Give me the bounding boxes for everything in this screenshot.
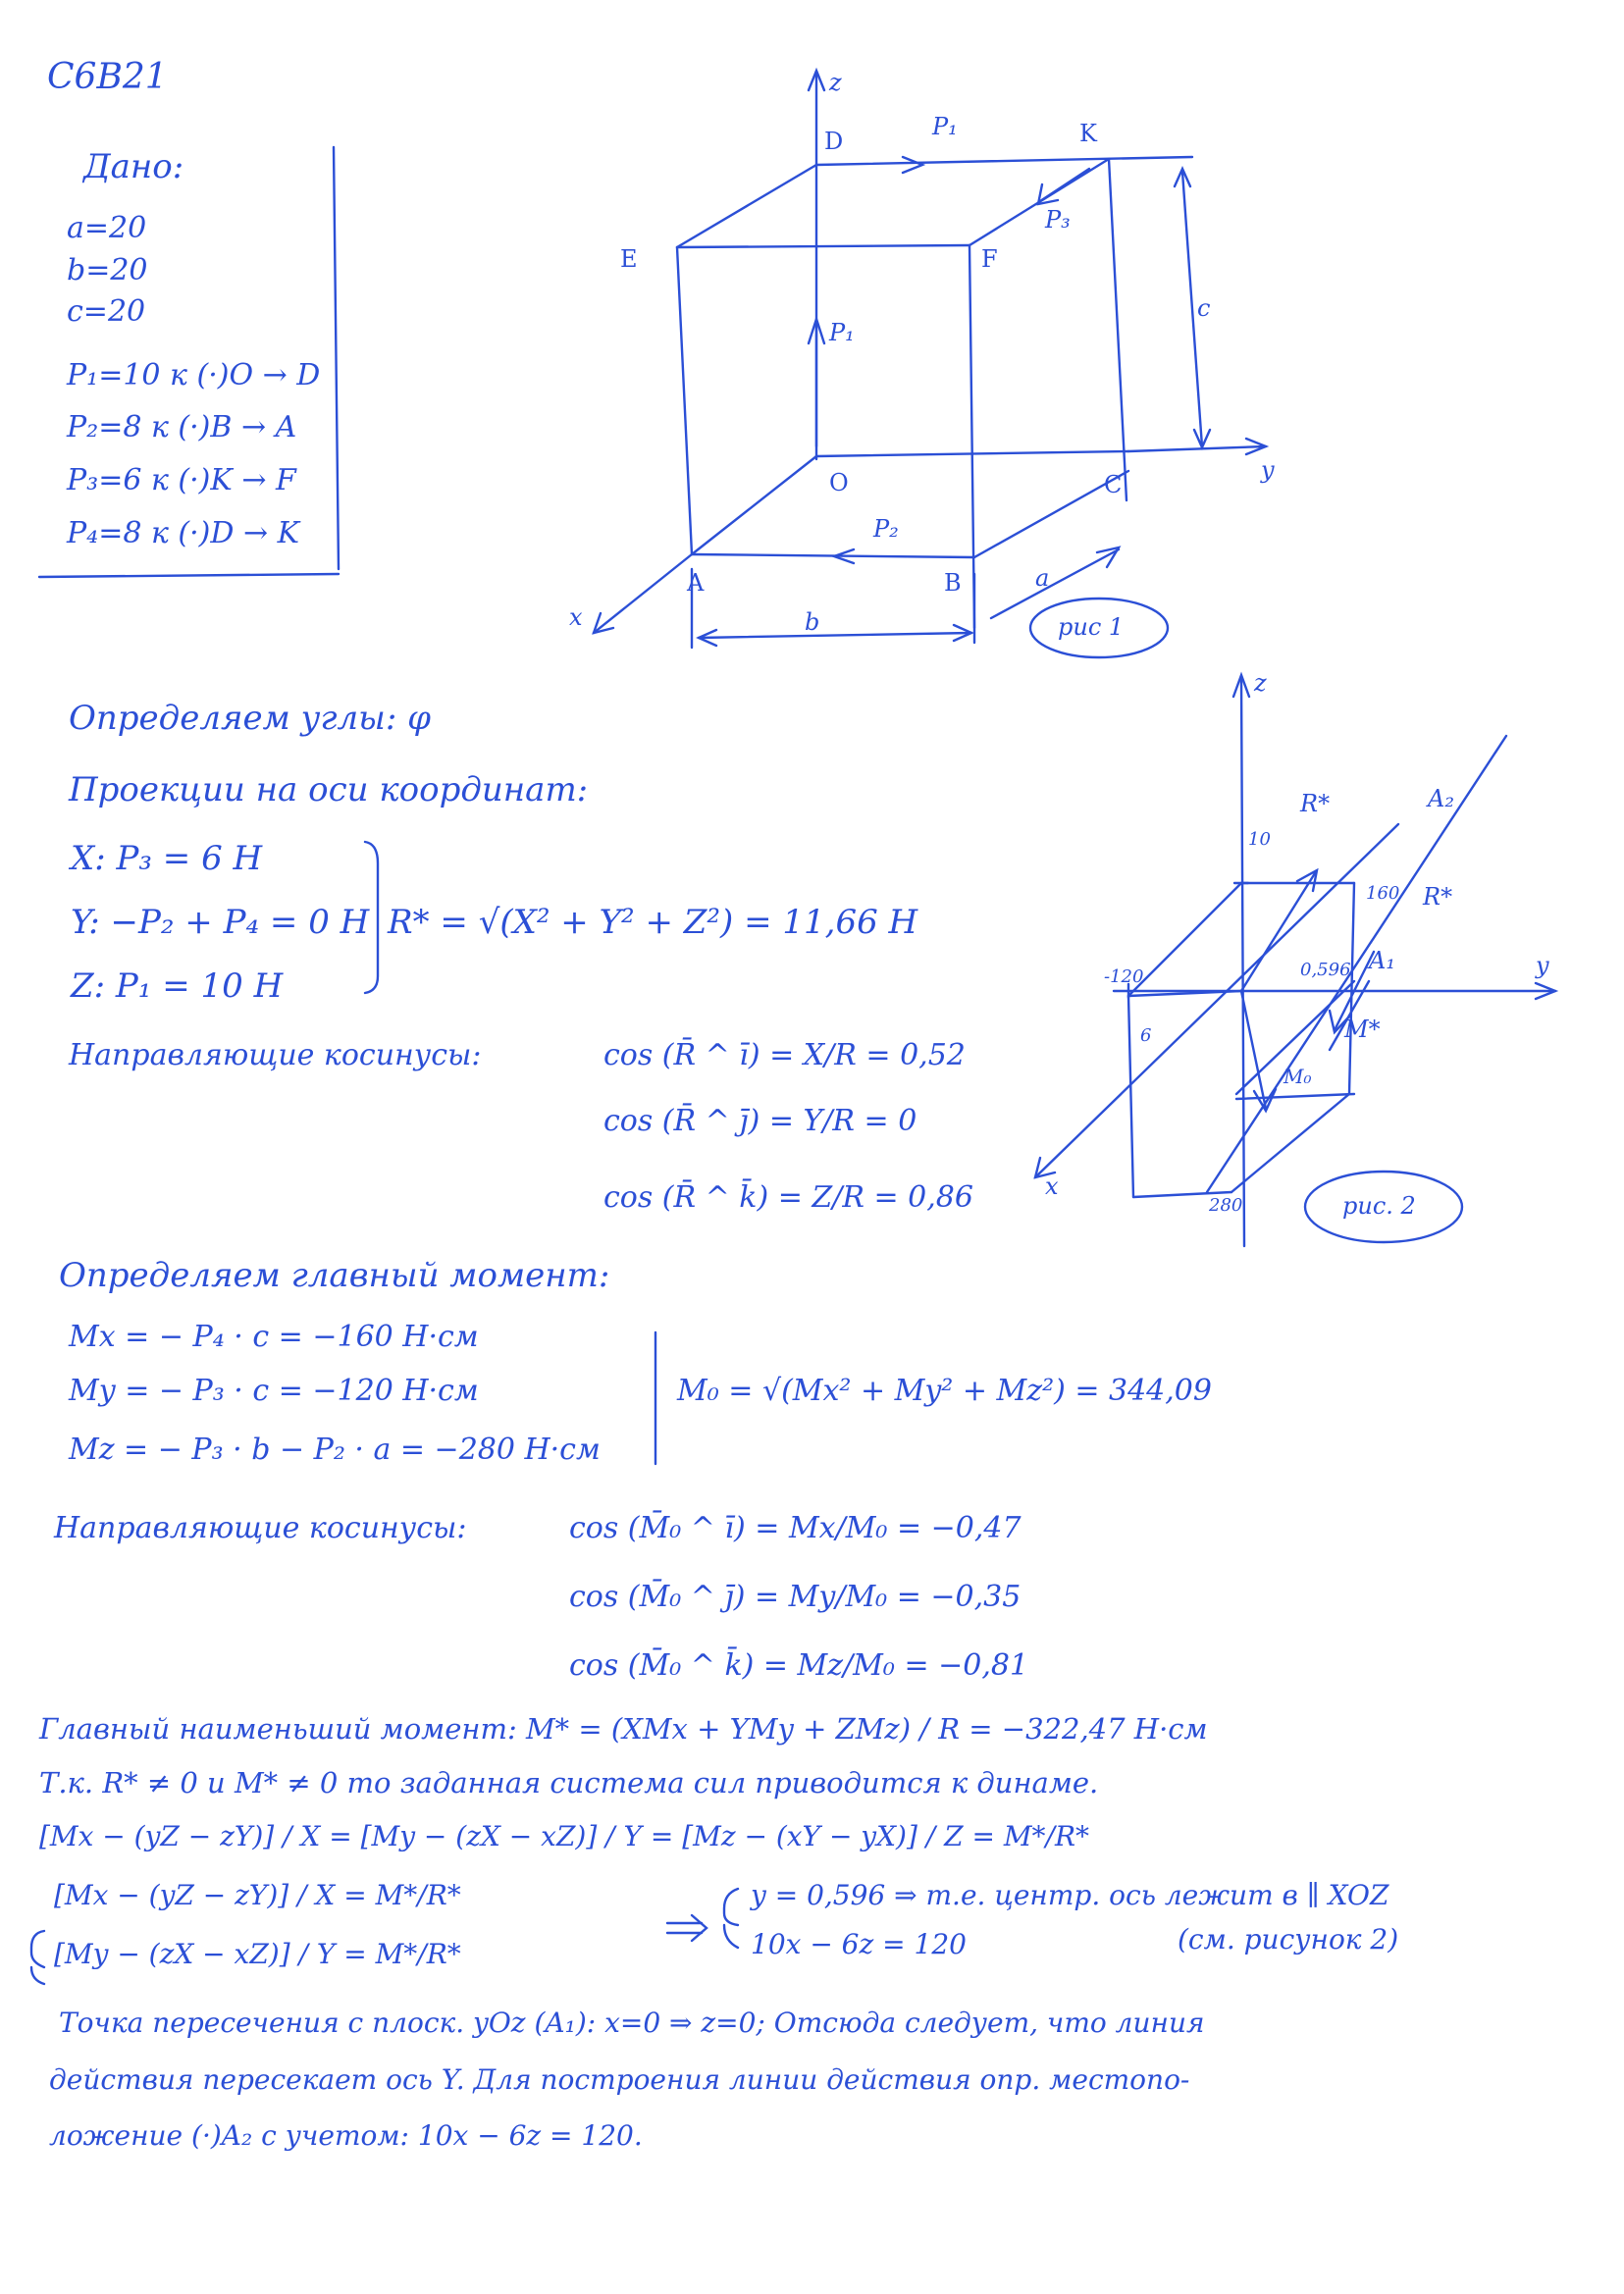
fig2-label-6: 6	[1140, 1025, 1152, 1046]
fig2-label-n120: -120	[1104, 966, 1144, 987]
cos-m-i: cos (M̄₀ ^ ī) = Mx/M₀ = −0,47	[569, 1511, 1022, 1545]
proj-y: Y: −P₂ + P₄ = 0 H	[71, 903, 370, 942]
fig1-label-a: a	[1035, 564, 1050, 592]
fig1-label-x: x	[569, 603, 583, 631]
system-eq-2: [My − (zX − xZ)] / Y = M*/R*	[54, 1938, 461, 1970]
fig1-label-B: B	[944, 569, 962, 597]
projections-title: Проекции на оси координат:	[69, 770, 589, 809]
fig2-label-10: 10	[1248, 829, 1271, 850]
fig1-label-C: C	[1104, 471, 1123, 498]
given-line: P₄=8 к (·)D → K	[67, 516, 300, 550]
final-line-2: действия пересекает ось Y. Для построения линии действия опр. местопо-	[49, 2063, 1190, 2096]
fig1-label-E: E	[620, 245, 638, 273]
cos-j: cos (R̄ ^ j̄) = Y/R = 0	[603, 1104, 917, 1138]
fig1-label-D: D	[824, 128, 844, 155]
final-line-3: ложение (·)A₂ с учетом: 10x − 6z = 120.	[49, 2119, 643, 2152]
moment-y: My = − P₃ · c = −120 H·см	[69, 1374, 479, 1408]
dir-cos-label: Направляющие косинусы:	[69, 1038, 482, 1072]
fig1-caption: рис 1	[1058, 613, 1125, 641]
r-formula: R* = √(X² + Y² + Z²) = 11,66 H	[388, 903, 918, 942]
fig1-label-z: z	[829, 69, 842, 96]
fig1-label-F: F	[981, 245, 998, 273]
angles-title: Определяем углы: φ	[69, 699, 431, 738]
system-brace	[31, 1931, 44, 1984]
variant-label: C6B21	[47, 57, 168, 97]
result-2: 10x − 6z = 120	[751, 1928, 967, 1960]
system-eq-1: [Mx − (yZ − zY)] / X = M*/R*	[54, 1879, 461, 1911]
fig2-label-A2: A₂	[1428, 785, 1454, 812]
result-brace	[724, 1889, 738, 1948]
proj-z: Z: P₁ = 10 H	[71, 966, 284, 1006]
given-underline	[39, 574, 339, 577]
cos-k: cos (R̄ ^ k̄) = Z/R = 0,86	[603, 1180, 973, 1215]
fig2-label-160: 160	[1366, 883, 1400, 904]
fig2-label-y: y	[1536, 952, 1549, 979]
min-moment: Главный наименьший момент: M* = (XMx + YMy + ZMz) / R = −322,47 H·см	[39, 1712, 1208, 1746]
proj-x: X: P₃ = 6 H	[71, 839, 263, 878]
fig1-label-O: O	[829, 469, 849, 496]
fig1-label-P1top: P₁	[932, 113, 958, 140]
fig1-label-b: b	[805, 608, 820, 636]
fig2-label-M0: M₀	[1283, 1065, 1312, 1088]
fig1-label-P1: P₁	[829, 319, 855, 346]
fig2-label-A1: A₁	[1369, 947, 1395, 974]
fig2-label-x: x	[1045, 1173, 1059, 1200]
cos-m-k: cos (M̄₀ ^ k̄) = Mz/M₀ = −0,81	[569, 1648, 1029, 1683]
fig2-label-280: 280	[1209, 1195, 1243, 1216]
moment-x: Mx = − P₄ · c = −160 H·см	[69, 1320, 479, 1354]
moment-title: Определяем главный момент:	[59, 1256, 610, 1295]
dir-cos2-label: Направляющие косинусы:	[54, 1511, 467, 1545]
m0-formula: M₀ = √(Mx² + My² + Mz²) = 344,09	[677, 1374, 1212, 1408]
fig1-label-y: y	[1261, 456, 1275, 484]
given-line: a=20	[67, 211, 147, 245]
cos-m-j: cos (M̄₀ ^ j̄) = My/M₀ = −0,35	[569, 1580, 1022, 1614]
fig2-label-z: z	[1254, 669, 1267, 697]
fig2-label-M: M*	[1344, 1016, 1381, 1043]
fig1-label-c: c	[1197, 294, 1211, 322]
fig2-label-0596: 0,596	[1300, 960, 1351, 980]
dynamo-text: Т.к. R* ≠ 0 и M* ≠ 0 то заданная система сил приводится к динаме.	[39, 1766, 1099, 1799]
result-1: y = 0,596 ⇒ т.е. центр. ось лежит в ∥ XOZ	[751, 1879, 1389, 1911]
fig2-caption: рис. 2	[1342, 1192, 1416, 1220]
given-title: Дано:	[83, 147, 184, 186]
see-figure: (см. рисунок 2)	[1178, 1923, 1399, 1955]
fig1-label-K: K	[1079, 120, 1097, 147]
fig1-label-P3: P₃	[1045, 206, 1071, 234]
fig1-label-P2: P₂	[873, 515, 899, 543]
given-line: P₃=6 к (·)K → F	[67, 463, 296, 497]
final-line-1: Точка пересечения с плоск. yOz (A₁): x=0 ⇒ z=0; Отсюда следует, что линия	[59, 2007, 1205, 2039]
moment-z: Mz = − P₃ · b − P₂ · a = −280 H·см	[69, 1433, 601, 1467]
cos-i: cos (R̄ ^ ī) = X/R = 0,52	[603, 1038, 966, 1072]
fig2-label-R2: R*	[1423, 883, 1453, 911]
fig2-label-R1: R*	[1300, 790, 1331, 817]
given-line: b=20	[67, 253, 148, 287]
given-line: c=20	[67, 294, 146, 329]
figure-2	[1035, 675, 1555, 1246]
given-line: P₂=8 к (·)B → A	[67, 410, 297, 444]
given-divider	[334, 147, 339, 569]
fig1-label-A: A	[687, 569, 705, 597]
given-line: P₁=10 к (·)O → D	[67, 358, 321, 392]
eq-general: [Mx − (yZ − zY)] / X = [My − (zX − xZ)] / Y = [Mz − (xY − yX)] / Z = M*/R*	[39, 1820, 1090, 1852]
